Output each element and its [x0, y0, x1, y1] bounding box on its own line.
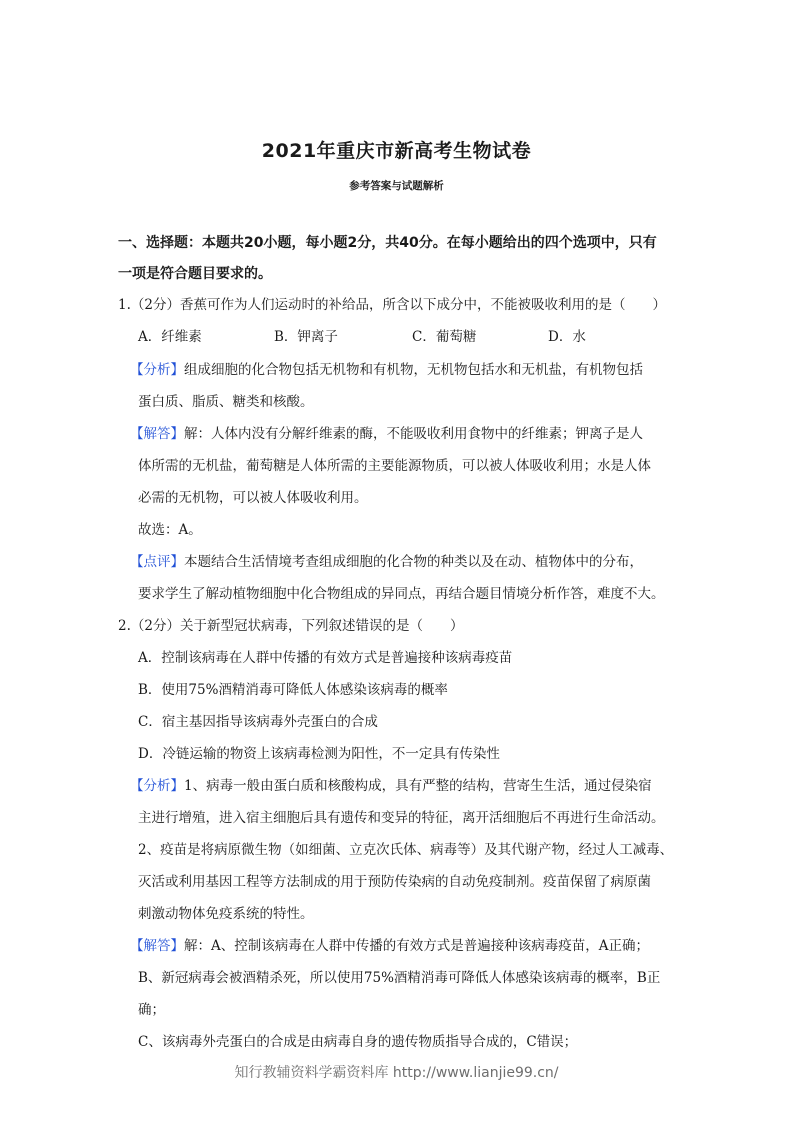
q1-analysis-line-1 — [130, 360, 643, 380]
q1-comment-line-1 — [130, 552, 643, 572]
section-header-line-2: 一项是符合题目要求的。 — [118, 266, 272, 282]
q2-answer-line-3: 确； — [138, 1002, 165, 1018]
section-header-line-1: 一、选择题：本题共20小题，每小题2分，共40分。在每小题给出的四个选项中，只有 — [118, 235, 657, 251]
q2-answer-line-4: C、该病毒外壳蛋白的合成是由病毒自身的遗传物质指导合成的，C错误； — [138, 1034, 578, 1050]
answer-text: 解：A、控制该病毒在人群中传播的有效方式是普遍接种该病毒疫苗，A正确； — [184, 938, 649, 954]
comment-tag: 【点评】 — [130, 554, 184, 570]
q2-analysis-line-3: 2、疫苗是将病原微生物（如细菌、立克次氏体、病毒等）及其代谢产物，经过人工减毒、 — [138, 842, 674, 858]
q2-analysis-line-2: 主进行增殖，进入宿主细胞后具有遗传和变异的特征，离开活细胞后不再进行生命活动。 — [138, 810, 665, 826]
q2-analysis-line-5: 刺激动物体免疫系统的特性。 — [138, 906, 314, 922]
q1-stem: 1.（2分）香蕉可作为人们运动时的补给品，所含以下成分中，不能被吸收利用的是（ ） — [118, 297, 666, 313]
q1-answer-line-3: 必需的无机物，可以被人体吸收利用。 — [138, 490, 368, 506]
q1-analysis-line-2: 蛋白质、脂质、糖类和核酸。 — [138, 394, 314, 410]
analysis-tag: 【分析】 — [130, 362, 184, 378]
q2-option-d: D．冷链运输的物资上该病毒检测为阳性，不一定具有传染性 — [138, 746, 500, 762]
page-subtitle: 参考答案与试题解析 — [349, 180, 444, 192]
q1-option-a: A．纤维素 — [138, 329, 202, 345]
q2-option-a: A．控制该病毒在人群中传播的有效方式是普遍接种该病毒疫苗 — [138, 650, 513, 666]
answer-tag: 【解答】 — [130, 426, 184, 442]
footer-watermark: 知行教辅资料学霸资料库 http://www.lianjie99.cn/ — [234, 1065, 559, 1081]
q1-answer-line-1 — [130, 424, 643, 444]
q1-option-d: D．水 — [548, 329, 586, 345]
q1-choice: 故选：A。 — [138, 522, 202, 538]
q2-answer-line-1 — [130, 936, 649, 956]
analysis-text: 1、病毒一般由蛋白质和核酸构成，具有严整的结构，营寄生生活，通过侵染宿 — [184, 778, 652, 794]
q1-answer-line-2: 体所需的无机盐，葡萄糖是人体所需的主要能源物质，可以被人体吸收利用；水是人体 — [138, 458, 651, 474]
comment-text: 本题结合生活情境考查组成细胞的化合物的种类以及在动、植物体中的分布， — [184, 554, 643, 570]
q1-option-b: B．钾离子 — [274, 329, 338, 345]
q2-analysis-line-4: 灭活或利用基因工程等方法制成的用于预防传染病的自动免疫制剂。疫苗保留了病原菌 — [138, 874, 651, 890]
q2-answer-line-2: B、新冠病毒会被酒精杀死，所以使用75%酒精消毒可降低人体感染该病毒的概率，B正 — [138, 970, 661, 986]
q1-option-c: C．葡萄糖 — [412, 329, 477, 345]
q2-stem: 2.（2分）关于新型冠状病毒，下列叙述错误的是（ ） — [118, 618, 464, 634]
q1-comment-line-2: 要求学生了解动植物细胞中化合物组成的异同点，再结合题目情境分析作答，难度不大。 — [138, 586, 665, 602]
q2-option-c: C．宿主基因指导该病毒外壳蛋白的合成 — [138, 714, 378, 730]
q2-analysis-line-1 — [130, 776, 652, 796]
q2-option-b: B．使用75%酒精消毒可降低人体感染该病毒的概率 — [138, 682, 448, 698]
analysis-text: 组成细胞的化合物包括无机物和有机物，无机物包括水和无机盐，有机物包括 — [184, 362, 643, 378]
analysis-tag: 【分析】 — [130, 778, 184, 794]
answer-text: 解：人体内没有分解纤维素的酶，不能吸收利用食物中的纤维素；钾离子是人 — [184, 426, 643, 442]
page-title: 2021年重庆市新高考生物试卷 — [261, 140, 532, 162]
answer-tag: 【解答】 — [130, 938, 184, 954]
q1-options — [138, 327, 618, 347]
